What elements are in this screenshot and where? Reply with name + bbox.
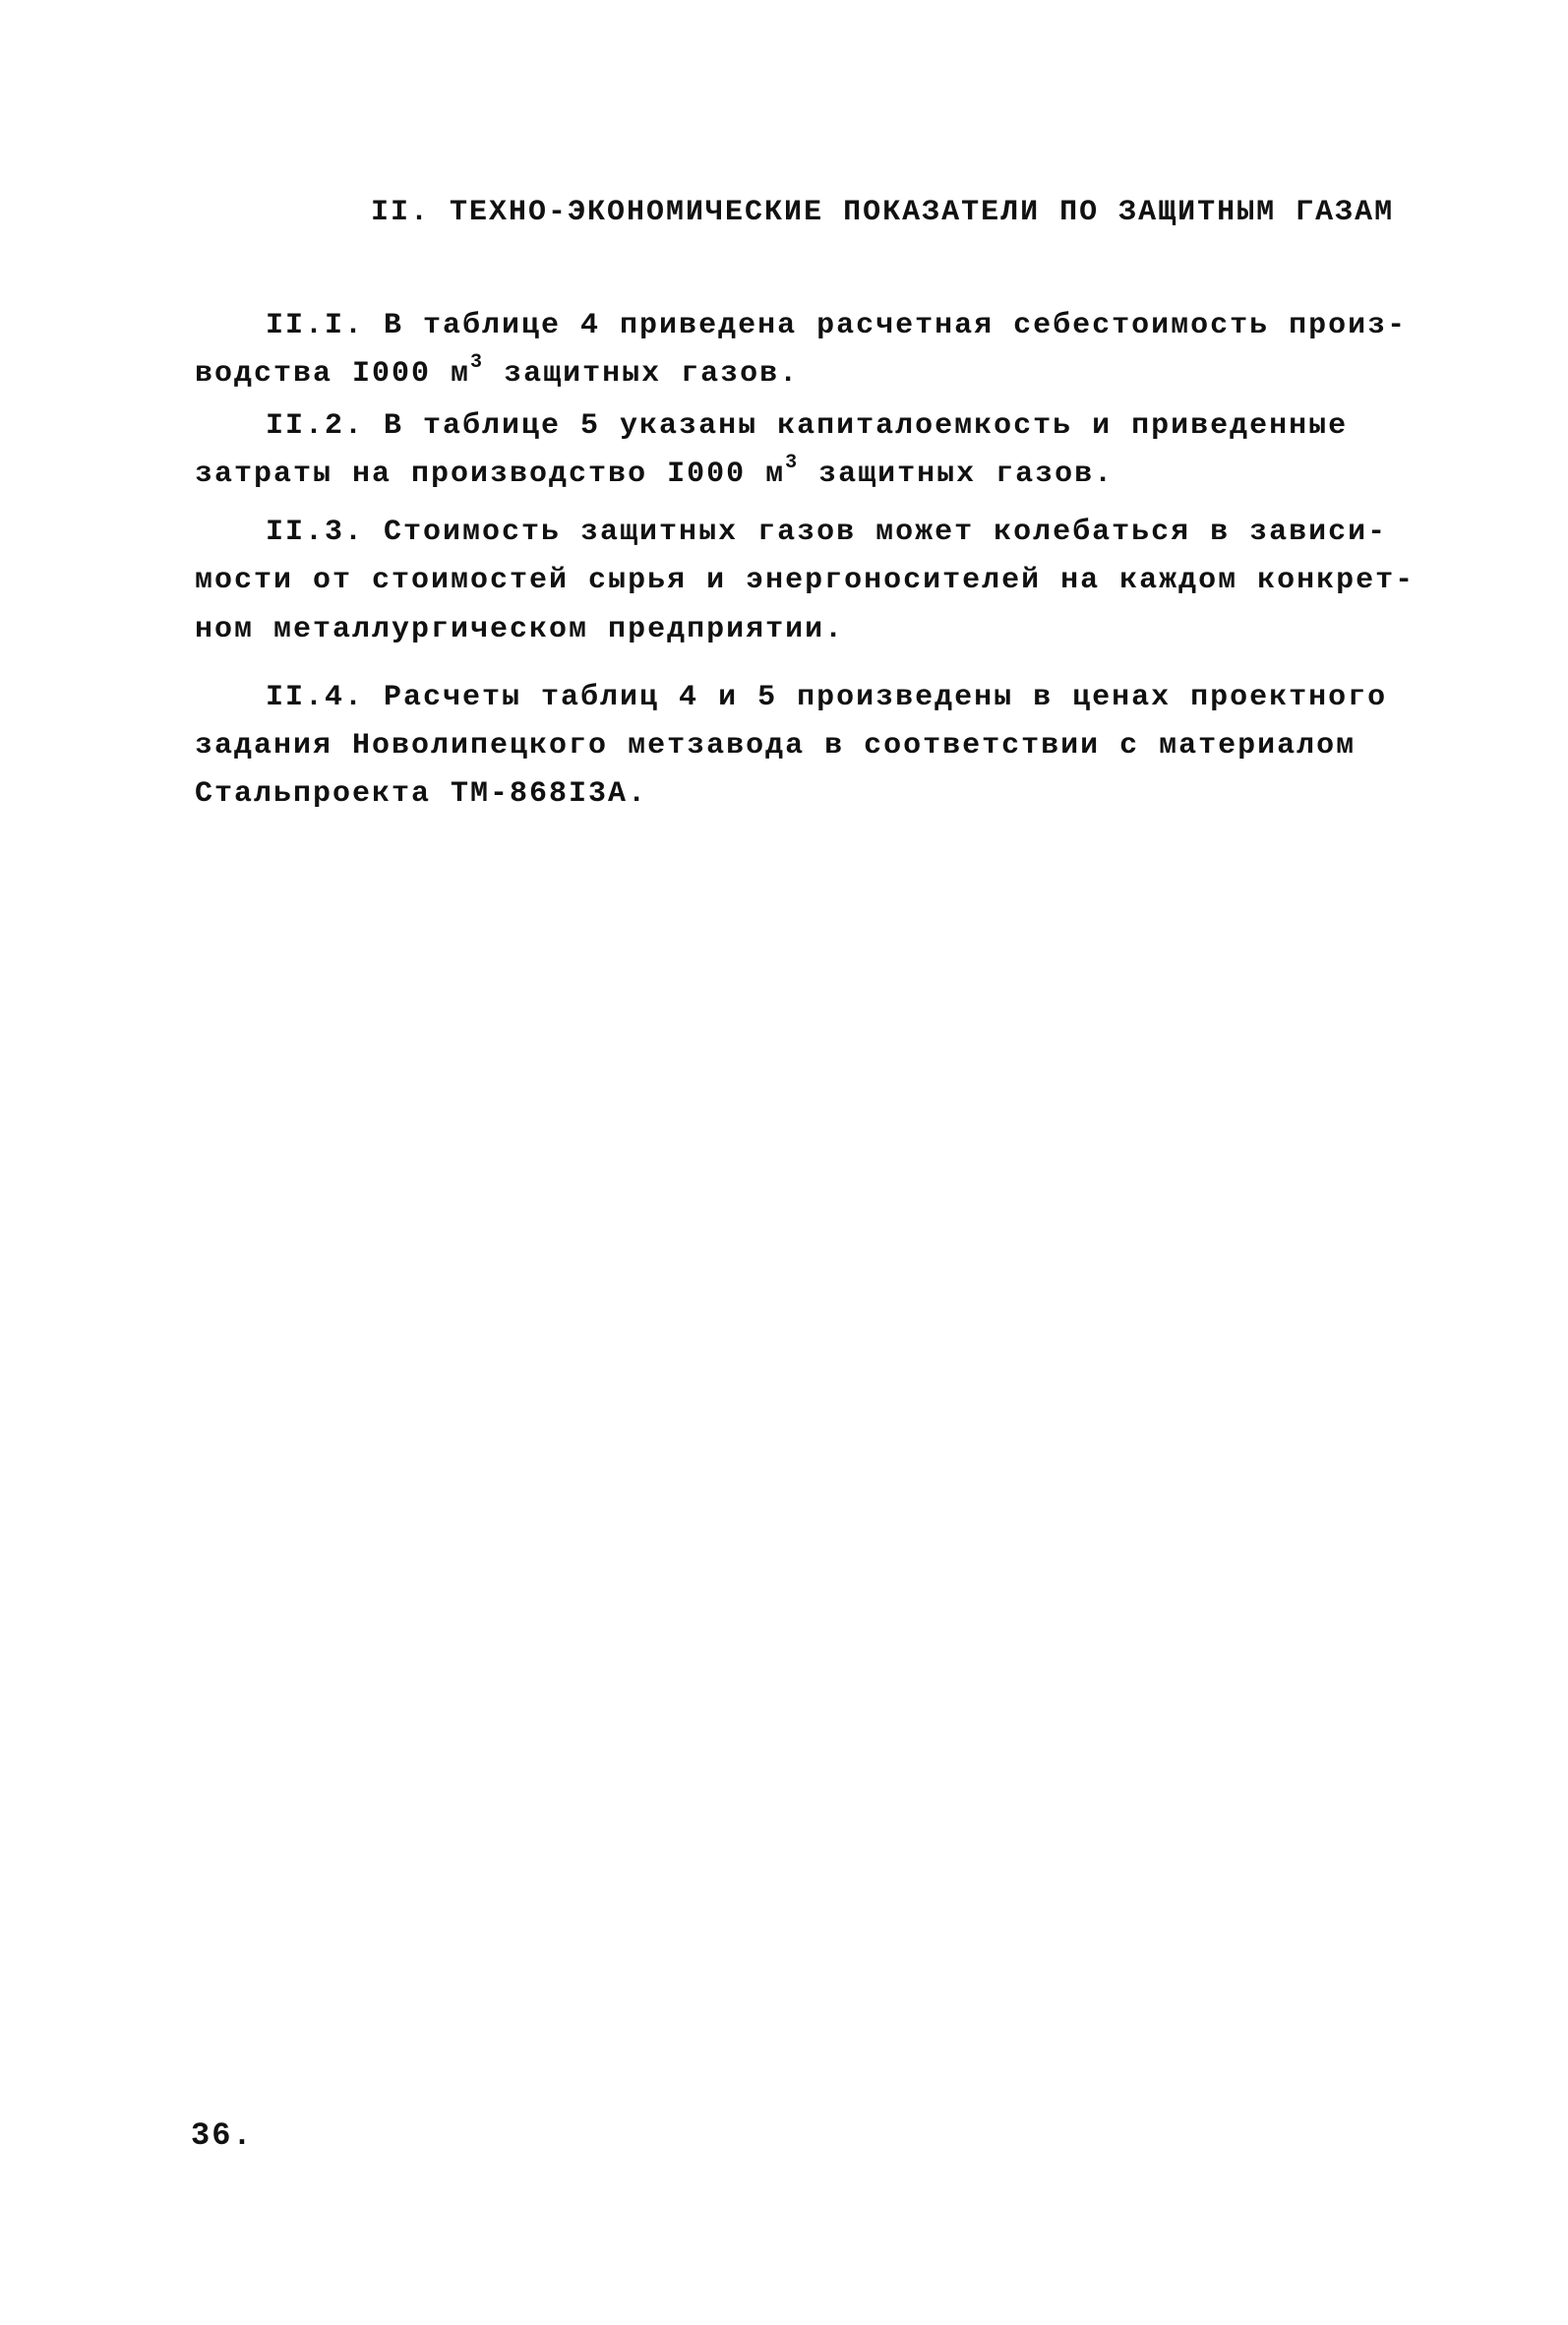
text-line: Стальпроекта ТМ-868I3А. bbox=[195, 777, 648, 811]
text-fragment: затраты на производство I000 м bbox=[195, 458, 786, 491]
text-fragment: водства I000 м bbox=[195, 357, 471, 391]
text-line: ном металлургическом предприятии. bbox=[195, 613, 845, 646]
page-number: 36. bbox=[191, 2117, 254, 2154]
text-line: мости от стоимостей сырья и энергоносителей на каждом конкрет- bbox=[195, 564, 1416, 597]
superscript: 3 bbox=[785, 452, 800, 474]
text-line: II.I. В таблице 4 приведена расчетная себестоимость произ- bbox=[266, 309, 1408, 342]
text-line: II.2. В таблице 5 указаны капиталоемкость и приведенные bbox=[266, 409, 1349, 443]
text-line bbox=[195, 351, 800, 395]
text-line: II.4. Расчеты таблиц 4 и 5 произведены в ценах проектного bbox=[266, 681, 1388, 714]
text-line bbox=[195, 452, 1115, 495]
text-fragment: защитных газов. bbox=[484, 357, 800, 391]
text-fragment: защитных газов. bbox=[799, 458, 1115, 491]
section-title: II. ТЕХНО-ЭКОНОМИЧЕСКИЕ ПОКАЗАТЕЛИ ПО ЗАЩИТНЫМ ГАЗАМ bbox=[371, 196, 1395, 229]
superscript: 3 bbox=[470, 351, 485, 374]
text-line: II.3. Стоимость защитных газов может колебаться в зависи- bbox=[266, 516, 1388, 549]
text-line: задания Новолипецкого метзавода в соответствии с материалом bbox=[195, 729, 1357, 763]
